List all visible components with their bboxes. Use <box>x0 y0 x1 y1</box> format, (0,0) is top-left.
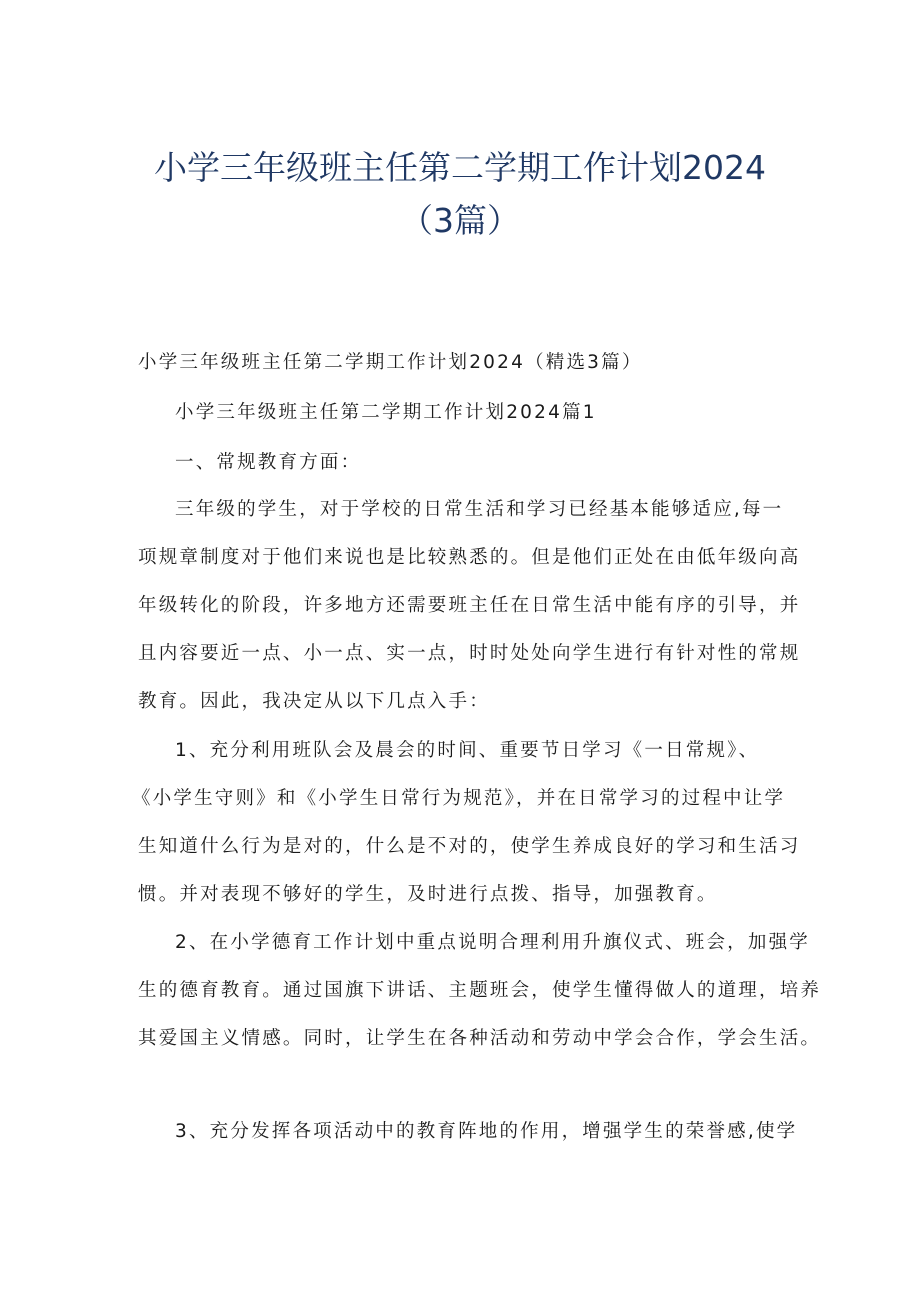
paragraph-line: 2、在小学德育工作计划中重点说明合理利用升旗仪式、班会，加强学 <box>175 932 810 953</box>
section-heading: 小学三年级班主任第二学期工作计划2024篇1 <box>175 402 597 423</box>
paragraph-heading: 一、常规教育方面： <box>175 452 362 473</box>
paragraph-line: 1、充分利用班队会及晨会的时间、重要节日学习《一日常规》、 <box>175 740 760 761</box>
paragraph-line: 生的德育教育。通过国旗下讲话、主题班会，使学生懂得做人的道理，培养 <box>138 980 822 1001</box>
paragraph-line: 《小学生守则》和《小学生日常行为规范》，并在日常学习的过程中让学 <box>132 788 786 809</box>
paragraph-line: 其爱国主义情感。同时，让学生在各种活动和劳动中学会合作，学会生活。 <box>138 1028 822 1049</box>
paragraph-line: 三年级的学生，对于学校的日常生活和学习已经基本能够适应,每一 <box>175 499 784 520</box>
paragraph-line: 生知道什么行为是对的，什么是不对的，使学生养成良好的学习和生活习 <box>138 836 801 857</box>
paragraph-line: 项规章制度对于他们来说也是比较熟悉的。但是他们正处在由低年级向高 <box>138 547 801 568</box>
paragraph-line: 年级转化的阶段，许多地方还需要班主任在日常生活中能有序的引导，并 <box>138 595 801 616</box>
paragraph-line: 且内容要近一点、小一点、实一点，时时处处向学生进行有针对性的常规 <box>138 643 801 664</box>
document-title-line-1: 小学三年级班主任第二学期工作计划2024 <box>154 148 766 187</box>
paragraph-line: 惯。并对表现不够好的学生，及时进行点拨、指导，加强教育。 <box>138 884 718 905</box>
document-title-line-2: （3篇） <box>400 201 520 240</box>
paragraph-line: 教育。因此，我决定从以下几点入手： <box>138 691 490 712</box>
paragraph-line: 3、充分发挥各项活动中的教育阵地的作用，增强学生的荣誉感,使学 <box>175 1121 798 1142</box>
subtitle-line: 小学三年级班主任第二学期工作计划2024（精选3篇） <box>138 352 643 373</box>
